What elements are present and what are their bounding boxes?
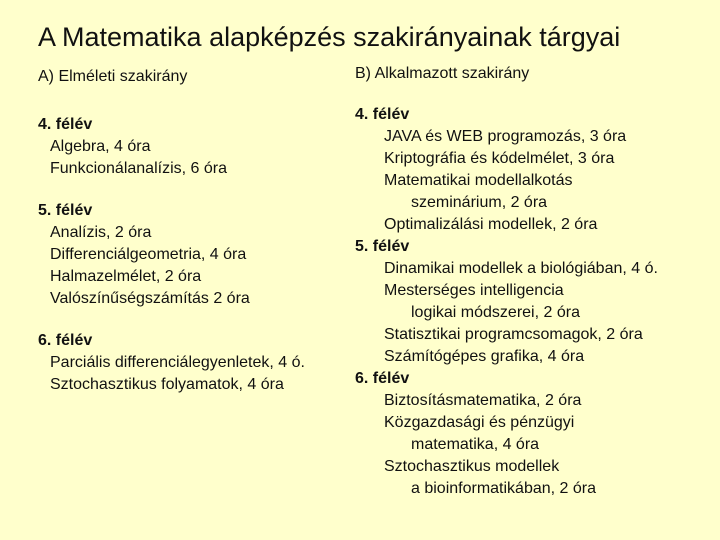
course-item — [38, 374, 368, 396]
course-item — [355, 412, 715, 456]
course-name-continuation: logikai módszerei, 2 óra — [411, 304, 580, 321]
course-name: Matematikai modellalkotás — [384, 172, 573, 189]
course-item — [355, 390, 715, 412]
column-heading: B) Alkalmazott szakirány — [355, 65, 530, 82]
course-name: Kriptográfia és kódelmélet, 3 óra — [384, 150, 615, 167]
course-name: Optimalizálási modellek, 2 óra — [384, 216, 598, 233]
course-name: Sztochasztikus modellek — [384, 458, 560, 475]
course-item — [38, 222, 368, 244]
semester-block — [38, 330, 368, 396]
course-item — [38, 266, 368, 288]
semester-label: 5. félév — [38, 202, 93, 219]
course-name: Közgazdasági és pénzügyi — [384, 414, 575, 431]
course-name: Parciális differenciálegyenletek, 4 ó. — [50, 354, 305, 371]
course-item — [355, 258, 715, 280]
course-item — [355, 456, 715, 500]
semester-label: 6. félév — [38, 332, 93, 349]
semester-block — [38, 114, 368, 180]
course-name-continuation: a bioinformatikában, 2 óra — [411, 480, 596, 497]
course-item — [38, 288, 368, 310]
semester-label: 5. félév — [355, 238, 410, 255]
course-name: Funkcionálanalízis, 6 óra — [50, 160, 227, 177]
semester-block — [355, 104, 715, 236]
course-name: JAVA és WEB programozás, 3 óra — [384, 128, 627, 145]
course-name: Algebra, 4 óra — [50, 138, 151, 155]
semester-list — [38, 114, 368, 396]
course-item — [38, 158, 368, 180]
course-item — [38, 352, 368, 374]
course-item — [355, 346, 715, 368]
column-applied — [355, 62, 715, 500]
course-item — [355, 170, 715, 214]
course-item — [355, 148, 715, 170]
semester-block — [355, 368, 715, 500]
course-item — [355, 280, 715, 324]
course-name-continuation: matematika, 4 óra — [411, 436, 540, 453]
column-theoretical — [38, 62, 368, 416]
semester-label: 6. félév — [355, 370, 410, 387]
course-item — [355, 214, 715, 236]
course-name: Dinamikai modellek a biológiában, 4 ó. — [384, 260, 658, 277]
course-name: Differenciálgeometria, 4 óra — [50, 246, 247, 263]
course-item — [355, 126, 715, 148]
course-name: Sztochasztikus folyamatok, 4 óra — [50, 376, 284, 393]
course-item — [38, 244, 368, 266]
semester-label: 4. félév — [355, 106, 410, 123]
course-name: Halmazelmélet, 2 óra — [50, 268, 202, 285]
course-name-continuation: szeminárium, 2 óra — [411, 194, 548, 211]
semester-label: 4. félév — [38, 116, 93, 133]
course-name: Biztosításmatematika, 2 óra — [384, 392, 582, 409]
course-item — [355, 324, 715, 346]
column-heading: A) Elméleti szakirány — [38, 68, 188, 85]
semester-list — [355, 104, 715, 500]
course-name: Analízis, 2 óra — [50, 224, 152, 241]
page-title: A Matematika alapképzés szakirányainak tárgyai — [38, 22, 621, 52]
course-name: Statisztikai programcsomagok, 2 óra — [384, 326, 643, 343]
semester-block — [355, 236, 715, 368]
semester-block — [38, 200, 368, 310]
course-item — [38, 136, 368, 158]
course-name: Számítógépes grafika, 4 óra — [384, 348, 585, 365]
course-name: Valószínűségszámítás 2 óra — [50, 290, 250, 307]
course-name: Mesterséges intelligencia — [384, 282, 564, 299]
